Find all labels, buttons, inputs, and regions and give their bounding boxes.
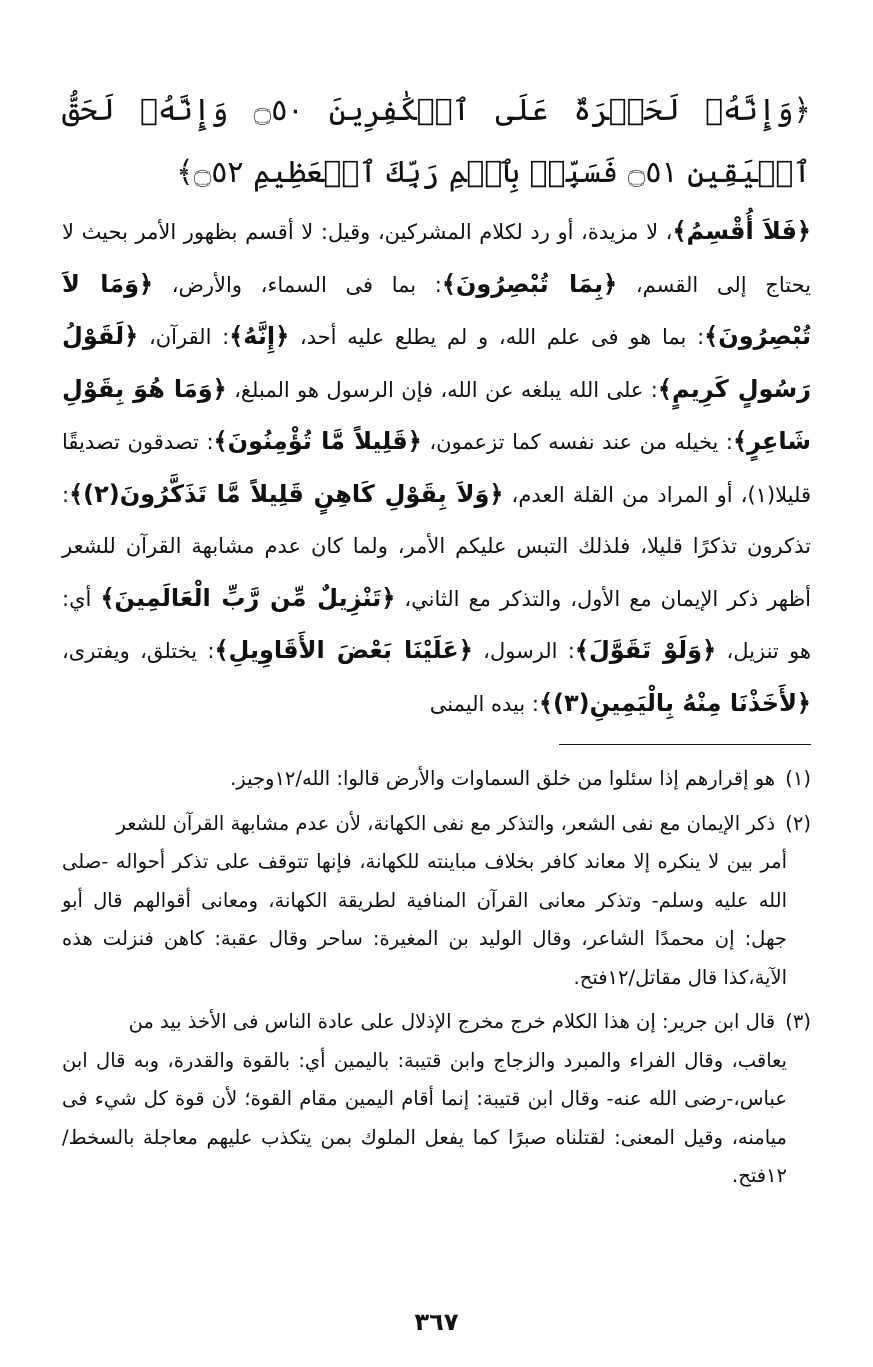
tafsir-commentary [62,206,811,730]
footnote-text: قال ابن جرير: إن هذا الكلام خرج مخرج الإذلال على عادة الناس فى الأخذ بيد من [128,1010,776,1033]
commentary-text: : على الله يبلغه عن الله، فإن الرسول هو المبلغ، [226,377,658,402]
commentary-text: : بما فى السماء، والأرض، [153,272,442,297]
footnote-number: (٢) [785,811,811,835]
quran-quote: ﴿لَقَوْلُ رَسُولٍ كَرِيمٍ﴾ [62,322,811,403]
quran-quote: ﴿فَلاَ أُقْسِمُ﴾ [672,217,811,245]
commentary-text: : بما هو فى علم الله، و لم يطلع عليه أحد، [289,325,705,349]
commentary-text: أي: هو تنزيل، [62,586,811,663]
footnote-continuation: يعاقب، وقال الفراء والمبرد والزجاج وابن قتيبة: باليمين أي: بالقوة والقدرة، وبه قال ابن عباس،-رضى الله عنه- وقال ابن قتيبة: إنما أقام اليمين مقام القوة؛ لأن قوة كل شيء فى ميامنه، وقيل المعنى: لقتلناه صبرًا كما يفعل الملوك بمن يتكذب عليهم معاجلة بالسخط/١٢فتح. [62,1048,787,1187]
quran-quote: ﴿قَلِيلاً مَّا تُؤْمِنُونَ﴾ [213,427,422,455]
commentary-text: : بيده اليمنى [429,691,539,716]
quran-quote: ﴿تَنْزِيلٌ مِّن رَّبِّ الْعَالَمِينَ﴾ [100,583,396,612]
quran-quote: ﴿وَلَوْ تَقَوَّلَ﴾ [574,636,717,664]
footnote-number: (٣) [785,1010,811,1033]
commentary-text: ، لا مزيدة، أو رد لكلام المشركين، وقيل: لا أقسم بظهور الأمر بحيث لا يحتاج إلى القسم، [62,220,811,297]
quran-quote: ﴿وَلاَ بِقَوْلِ كَاهِنٍ قَلِيلاً مَّا تَذَكَّرُونَ(٢)﴾ [69,479,504,508]
footnote-continuation: أمر بين لا ينكره إلا معاند كافر بخلاف مباينته للكهانة، فإنها تتوقف على تذكر أحواله -صلى الله عليه وسلم- وتذكر معانى القرآن المنافية لطريقة الكهانة، ومعانى أقوالهم قال أبو جهل: إن محمدًا الشاعر، وقال الوليد بن المغيرة: ساحر وقال عقبة: كاهن فنزلت هذه الآية،كذا قال مقاتل/١٢فتح. [62,850,787,989]
commentary-text: : تصدقون تصديقًا قليلا(١)، أو المراد من القلة العدم، [62,430,811,507]
footnote-number: (١) [785,767,811,790]
quran-quote: ﴿لأَخَذْنَا مِنْهُ بِالْيَمِينِ(٣)﴾ [538,688,811,717]
quran-quote: ﴿بِمَا تُبْصِرُونَ﴾ [441,269,618,298]
quran-quote: ﴿إِنَّهُ﴾ [229,322,290,350]
commentary-text: : يختلق، ويفترى، [62,639,215,663]
verse-text: ﴿وَإِنَّهُۥ لَحَسۡرَةٌ عَلَى ٱلۡكَٰفِرِينَ ۝٥٠ وَإِنَّهُۥ لَحَقُّ ٱلۡيَقِينِ ۝٥١ فَسَبِّحۡ بِٱسۡمِ رَبِّكَ ٱلۡعَظِيمِ ۝٥٢﴾ [62,93,811,190]
quran-quote: ﴿عَلَيْنَا بَعْضَ الأَقَاوِيلِ﴾ [214,636,473,664]
commentary-text: : القرآن، [138,325,230,349]
footnote-text: هو إقرارهم إذا سئلوا من خلق السماوات والأرض قالوا: الله/١٢وجيز. [230,767,776,790]
quran-quote: ﴿وَمَا لاَ تُبْصِرُونَ﴾ [62,269,812,350]
footnotes [62,760,811,1202]
page-number: ٣٦٧ [414,1308,459,1336]
commentary-text: : يخيله من عند نفسه كما تزعمون، [421,430,734,454]
footnote-3 [62,1003,811,1196]
footnote-2 [62,805,811,998]
footnote-divider [559,744,811,745]
footnote-text: ذكر الإيمان مع نفى الشعر، والتذكر مع نفى الكهانة، لأن عدم مشابهة القرآن للشعر [116,811,776,835]
footnote-1 [62,760,811,799]
commentary-text: : الرسول، [472,639,575,663]
quran-quote: ﴿وَمَا هُوَ بِقَوْلِ شَاعِرٍ﴾ [62,374,812,455]
quran-verses [62,80,811,204]
commentary-text: : تذكرون تذكرًا قليلا، فلذلك التبس عليكم الأمر، ولما كان عدم مشابهة القرآن للشعر أظهر ذكر الإيمان مع الأول، والتذكر مع الثاني، [62,482,812,611]
